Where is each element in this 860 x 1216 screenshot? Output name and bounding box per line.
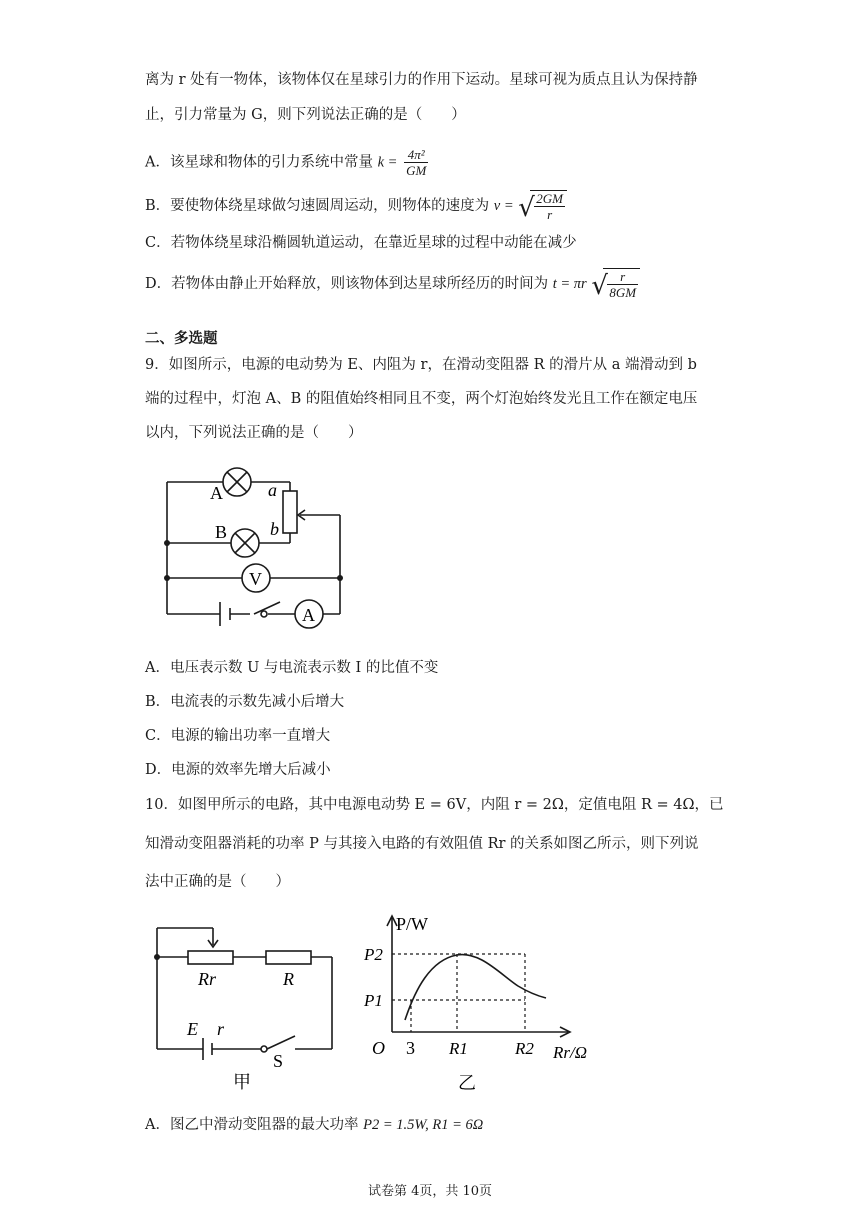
q10-graph-xtick-3: 3 [406,1038,415,1058]
section-title-multiple-choice: 二、多选题 [145,330,218,347]
q10-graph-yi-caption: 乙 [458,1073,476,1093]
q8-option-a-fraction [404,147,428,178]
q8-option-c[interactable]: C．若物体绕星球沿椭圆轨道运动，在靠近星球的过程中动能在减少 [145,235,577,251]
q8-option-d-den: 8GM [609,285,637,300]
q8-option-b-den: r [547,207,553,222]
q8-option-a-lhs: k = [377,154,398,171]
page-footer: 试卷第 4页，共 10页 [367,1184,493,1199]
q10-fig-rr-label: Rr [198,969,216,989]
q10-graph-ytick-p2: P2 [364,945,383,964]
q9-option-b[interactable]: B．电流表的示数先减小后增大 [145,694,345,710]
q10-fig-r-label: R [283,969,294,989]
q10-graph-ytick-p1: P1 [364,991,383,1010]
q8-option-a-num: 4π² [404,147,428,163]
q9-stem-line3: 以内，下列说法正确的是（ ） [145,425,363,441]
q9-stem-line2: 端的过程中，灯泡 A、B 的阻值始终相同且不变，两个灯泡始终发光且工作在额定电压 [145,391,698,407]
q8-option-b-lhs: v = [493,198,514,214]
q8-option-d-text: D．若物体由静止开始释放，则该物体到达星球所经历的时间为 [145,276,549,292]
q8-stem-line1: 离为 r 处有一物体，该物体仅在星球引力的作用下运动。星球可视为质点且认为保持静 [145,72,698,88]
q8-option-a-den: GM [406,163,427,178]
q9-option-c[interactable]: C．电源的输出功率一直增大 [145,728,331,744]
q10-option-a-formula: P2 = 1.5W, R1 = 6Ω [363,1117,484,1133]
q10-option-a[interactable] [145,1115,483,1135]
q10-stem-line1: 10．如图甲所示的电路，其中电源电动势 E = 6V，内阻 r = 2Ω，定值电阻 R = 4Ω，已 [145,797,724,813]
q10-graph-xtick-r1: R1 [449,1039,468,1058]
q9-fig-ammeter-label: A [302,605,315,625]
q8-option-a-text: A．该星球和物体的引力系统中常量 [145,154,373,171]
q8-option-b-text: B．要使物体绕星球做匀速圆周运动，则物体的速度为 [145,198,490,214]
q9-fig-lamp-b-label: B [215,522,228,542]
q10-graph-xlabel: Rr/Ω [553,1043,588,1062]
q8-option-d-lhs: t = πr [552,276,587,292]
q9-stem-line1: 9．如图所示，电源的电动势为 E、内阻为 r，在滑动变阻器 R 的滑片从 a 端滑动到 b [145,357,697,373]
q10-stem-line2: 知滑动变阻器消耗的功率 P 与其接入电路的有效阻值 Rr 的关系如图乙所示，则下列说 [145,836,699,852]
q9-option-a[interactable]: A．电压表示数 U 与电流表示数 I 的比值不变 [145,660,439,676]
q10-fig-e-label: E [187,1019,198,1039]
q8-option-d-sqrt: √ $\frac{r}{8GM}$ [591,268,640,300]
q10-fig-s-label: S [273,1051,284,1071]
q9-fig-label-b: b [270,519,279,539]
q10-fig-jia-caption: 甲 [233,1072,251,1092]
q10-circuit-figure-jia [145,915,345,1095]
q8-option-b[interactable] [145,190,567,222]
q8-option-b-sqrt: √ $\frac{2GM}{r}$ [518,190,567,222]
q10-fig-small-r-label: r [217,1019,225,1039]
q8-option-a[interactable] [145,147,430,178]
q8-option-b-num: 2GM [536,191,563,206]
q10-stem-line3: 法中正确的是（ ） [145,874,290,890]
q9-option-d[interactable]: D．电源的效率先增大后减小 [145,762,331,778]
q9-fig-voltmeter-label: V [249,569,262,589]
q8-option-d[interactable] [145,268,640,300]
q8-option-d-num: r [607,269,638,285]
q9-fig-lamp-a-label: A [210,483,223,503]
q10-graph-origin: O [372,1038,385,1058]
q9-circuit-figure [150,455,370,640]
q10-graph-xtick-r2: R2 [515,1039,534,1058]
q10-graph-figure-yi [360,908,610,1098]
q9-fig-label-a: a [268,480,277,500]
q10-option-a-text: A．图乙中滑动变阻器的最大功率 [145,1117,359,1133]
q8-stem-line2: 止，引力常量为 G，则下列说法正确的是（ ） [145,107,466,123]
q10-graph-ylabel: P/W [396,914,429,934]
